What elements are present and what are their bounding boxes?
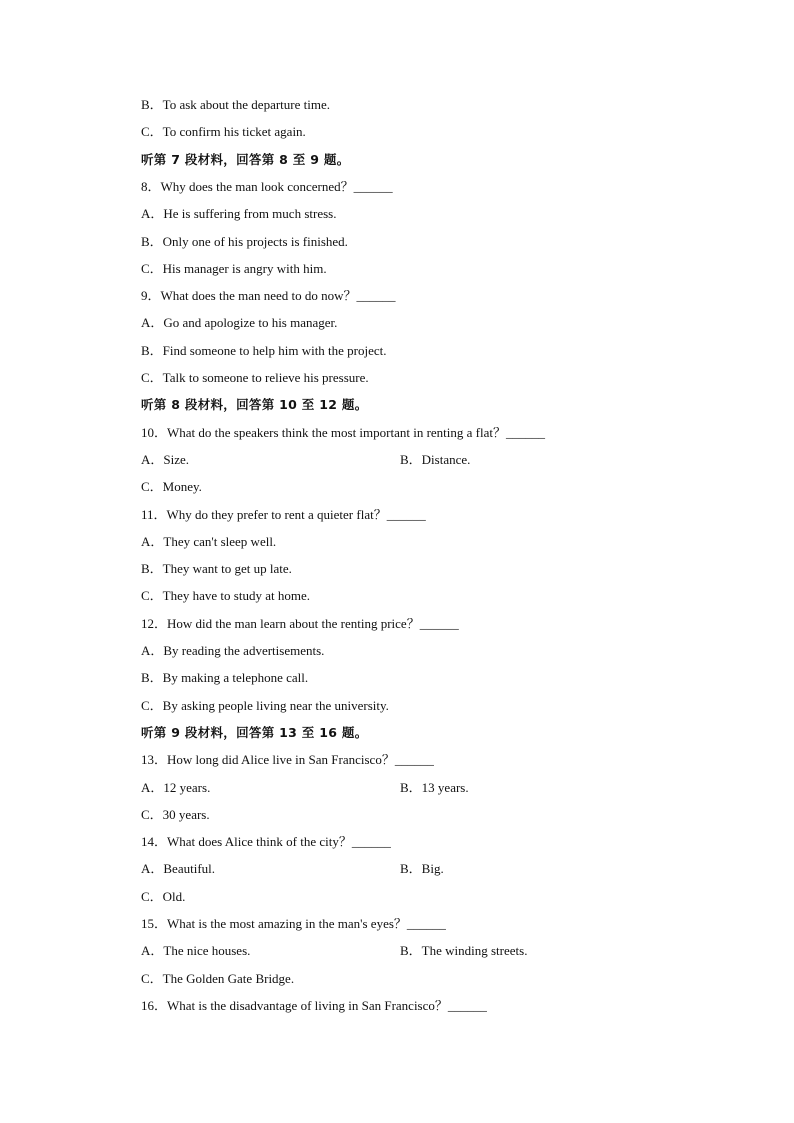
- question-text: 14．What does Alice think of the city？______: [141, 834, 391, 849]
- answer-option: B．Distance.: [400, 452, 471, 467]
- answer-option: B．To ask about the departure time.: [141, 97, 330, 112]
- answer-option: A．They can't sleep well.: [141, 534, 277, 549]
- answer-option: A．He is suffering from much stress.: [141, 206, 337, 221]
- answer-option: B．The winding streets.: [400, 943, 528, 958]
- answer-option: B．By making a telephone call.: [141, 670, 309, 685]
- question-text: 15．What is the most amazing in the man's eyes？______: [141, 916, 446, 931]
- section-heading: 听第 7 段材料，回答第 8 至 9 题。: [141, 152, 350, 167]
- answer-option: A．12 years.: [141, 780, 211, 795]
- answer-option: C．Old.: [141, 889, 186, 904]
- answer-option: A．Beautiful.: [141, 861, 216, 876]
- section-heading: 听第 9 段材料，回答第 13 至 16 题。: [141, 725, 368, 740]
- question-text: 11．Why do they prefer to rent a quieter flat？______: [141, 507, 426, 522]
- answer-option: A．Size.: [141, 452, 190, 467]
- answer-option: A．The nice houses.: [141, 943, 251, 958]
- question-text: 9．What does the man need to do now？______: [141, 288, 396, 303]
- answer-option: A．Go and apologize to his manager.: [141, 315, 338, 330]
- answer-option: B．13 years.: [400, 780, 469, 795]
- question-text: 8．Why does the man look concerned？______: [141, 179, 393, 194]
- question-text: 13．How long did Alice live in San Francisco？______: [141, 752, 434, 767]
- question-text: 12．How did the man learn about the renting price？______: [141, 616, 459, 631]
- answer-option: B．They want to get up late.: [141, 561, 292, 576]
- question-text: 16．What is the disadvantage of living in San Francisco？______: [141, 998, 487, 1013]
- answer-option: C．His manager is angry with him.: [141, 261, 327, 276]
- answer-option: C．Money.: [141, 479, 202, 494]
- answer-option: C．By asking people living near the university.: [141, 698, 389, 713]
- answer-option: C．30 years.: [141, 807, 210, 822]
- answer-option: B．Only one of his projects is finished.: [141, 234, 348, 249]
- answer-option: C．To confirm his ticket again.: [141, 124, 306, 139]
- answer-option: C．Talk to someone to relieve his pressure.: [141, 370, 369, 385]
- answer-option: C．The Golden Gate Bridge.: [141, 971, 295, 986]
- answer-option: B．Big.: [400, 861, 444, 876]
- answer-option: A．By reading the advertisements.: [141, 643, 325, 658]
- section-heading: 听第 8 段材料，回答第 10 至 12 题。: [141, 397, 368, 412]
- answer-option: B．Find someone to help him with the project.: [141, 343, 387, 358]
- question-text: 10．What do the speakers think the most important in renting a flat？______: [141, 425, 546, 440]
- answer-option: C．They have to study at home.: [141, 588, 310, 603]
